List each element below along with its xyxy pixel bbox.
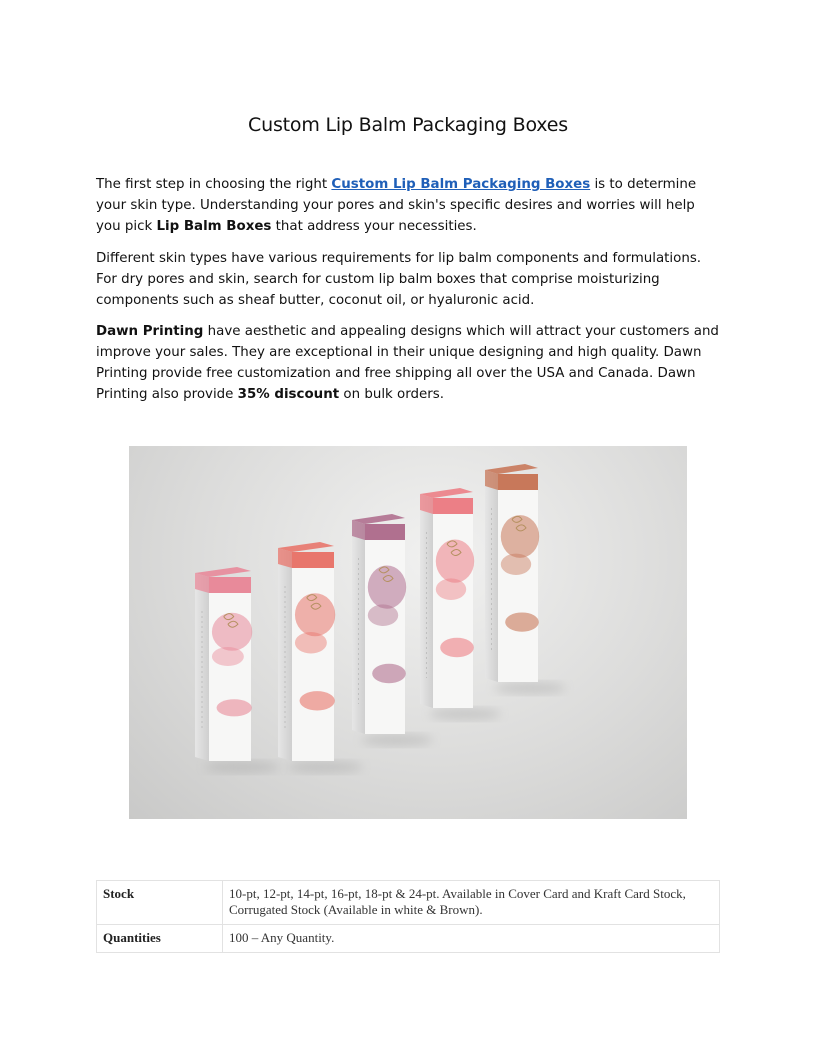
spec-table [96,880,720,953]
intro-text-start: The first step in choosing the right [96,177,332,192]
table-row [97,925,720,953]
dawn-printing-end: on bulk orders. [339,387,444,402]
table-row [97,881,720,925]
lip-balm-box [195,567,280,773]
skin-types-paragraph [96,248,720,311]
lip-balm-box [278,542,363,773]
lip-balm-box [485,464,566,694]
spec-value: 100 – Any Quantity. [223,925,720,953]
spec-key: Stock [97,881,223,925]
dawn-printing-text: have aesthetic and appealing designs which will attract your customers and improve your sales. They are exceptional in their unique designing and high quality. Dawn Printing provide free customization and free shipping all over the USA and Canada. Dawn Printing also provide [96,324,719,402]
dawn-printing-bold: Dawn Printing [96,324,204,339]
lip-balm-boxes-illustration [129,446,687,819]
lip-balm-boxes-bold: Lip Balm Boxes [156,219,272,234]
spec-value: 10-pt, 12-pt, 14-pt, 16-pt, 18-pt & 24-pt. Available in Cover Card and Kraft Card Stock, Corrugated Stock (Available in white & Brown). [223,881,720,925]
page-title: Custom Lip Balm Packaging Boxes [248,114,568,136]
intro-text-middle: is to determine your skin type. Understanding your pores and skin's specific desires and worries will help you pick [96,177,697,234]
intro-paragraph [96,174,720,237]
discount-bold: 35% discount [237,387,340,402]
skin-types-text: Different skin types have various requirements for lip balm components and formulations. For dry pores and skin, search for custom lip balm boxes that comprise moisturizing components such as sheaf butter, coconut oil, or hyaluronic acid. [96,251,702,308]
intro-text-end: that address your necessities. [271,219,477,234]
dawn-printing-paragraph [96,321,720,405]
lip-balm-boxes-photo [129,446,687,819]
spec-key: Quantities [97,925,223,953]
lip-balm-boxes-link[interactable]: Custom Lip Balm Packaging Boxes [331,177,591,192]
